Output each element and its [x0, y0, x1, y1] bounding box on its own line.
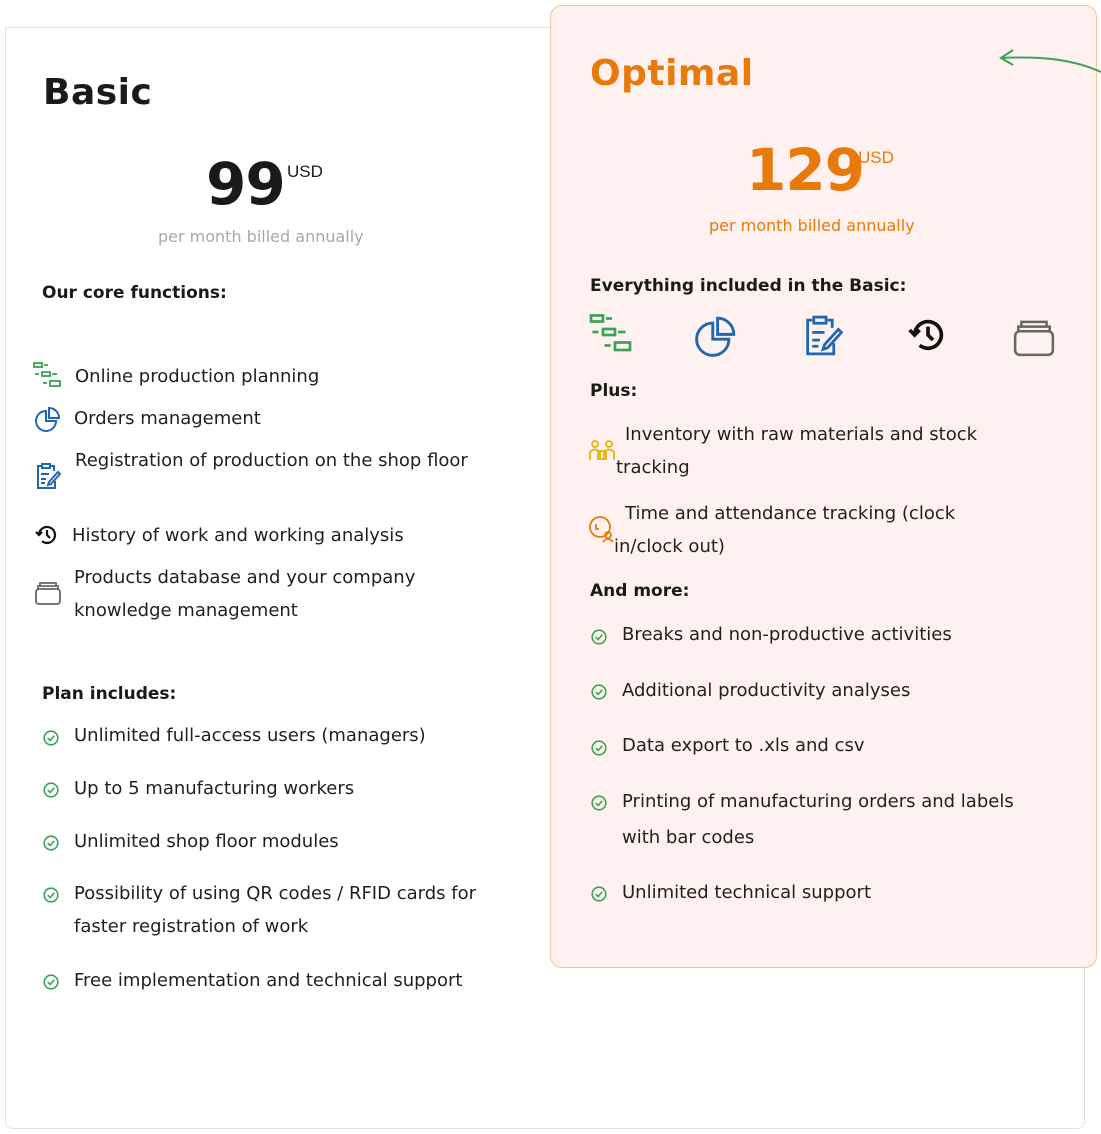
check-icon [43, 974, 59, 990]
check-icon [591, 629, 607, 645]
optimal-more-heading: And more: [590, 581, 690, 601]
pie-chart-icon [35, 406, 61, 432]
check-icon [591, 740, 607, 756]
core-function-item: History of work and working analysis [72, 525, 404, 546]
history-icon [908, 315, 948, 355]
optimal-plan-title: Optimal [590, 53, 754, 94]
core-function-item: Orders management [74, 408, 261, 429]
history-icon [35, 523, 59, 547]
more-feature-item: Data export to .xls and csv [622, 735, 865, 756]
core-function-item: Online production planning [75, 366, 320, 387]
planning-icon [589, 314, 635, 356]
plan-include-item: Up to 5 manufacturing workers [74, 778, 355, 799]
optimal-billing-note: per month billed annually [709, 216, 915, 235]
plus-feature-item: Inventory with raw materials and stock tracking [616, 424, 978, 478]
check-icon [43, 730, 59, 746]
planning-icon [33, 362, 63, 390]
optimal-currency: USD [858, 148, 894, 167]
check-icon [43, 782, 59, 798]
plus-feature-item: Time and attendance tracking (clock in/clock out) [614, 503, 956, 557]
clipboard-edit-icon [35, 462, 61, 490]
basic-billing-note: per month billed annually [158, 227, 364, 246]
optimal-price: 129 [746, 136, 865, 204]
check-icon [591, 886, 607, 902]
pie-chart-icon [695, 315, 737, 357]
inventory-icon [588, 438, 616, 464]
database-icon [34, 578, 62, 606]
more-feature-item: Printing of manufacturing orders and labels with bar codes [622, 791, 1014, 848]
basic-currency: USD [287, 162, 323, 181]
check-icon [43, 835, 59, 851]
more-feature-item: Breaks and non-productive activities [622, 624, 952, 645]
basic-price: 99 [206, 150, 285, 218]
more-feature-item: Additional productivity analyses [622, 680, 911, 701]
arrow-icon [995, 44, 1101, 84]
plan-include-item: Unlimited shop floor modules [74, 831, 339, 852]
basic-core-heading: Our core functions: [42, 283, 227, 303]
plan-include-item: Unlimited full-access users (managers) [74, 725, 426, 746]
core-function-item: Products database and your company knowledge management [74, 567, 416, 621]
optimal-everything-heading: Everything included in the Basic: [590, 276, 907, 296]
database-icon [1012, 314, 1056, 358]
basic-plan-title: Basic [43, 72, 153, 113]
optimal-plus-heading: Plus: [590, 381, 638, 401]
basic-includes-heading: Plan includes: [42, 684, 177, 704]
core-function-item: Registration of production on the shop floor [75, 450, 468, 471]
plan-include-item: Possibility of using QR codes / RFID cards for faster registration of work [74, 883, 476, 937]
check-icon [43, 887, 59, 903]
clock-user-icon [588, 515, 616, 543]
plan-include-item: Free implementation and technical support [74, 970, 463, 991]
clipboard-edit-icon [803, 314, 843, 357]
check-icon [591, 684, 607, 700]
more-feature-item: Unlimited technical support [622, 882, 872, 903]
check-icon [591, 795, 607, 811]
